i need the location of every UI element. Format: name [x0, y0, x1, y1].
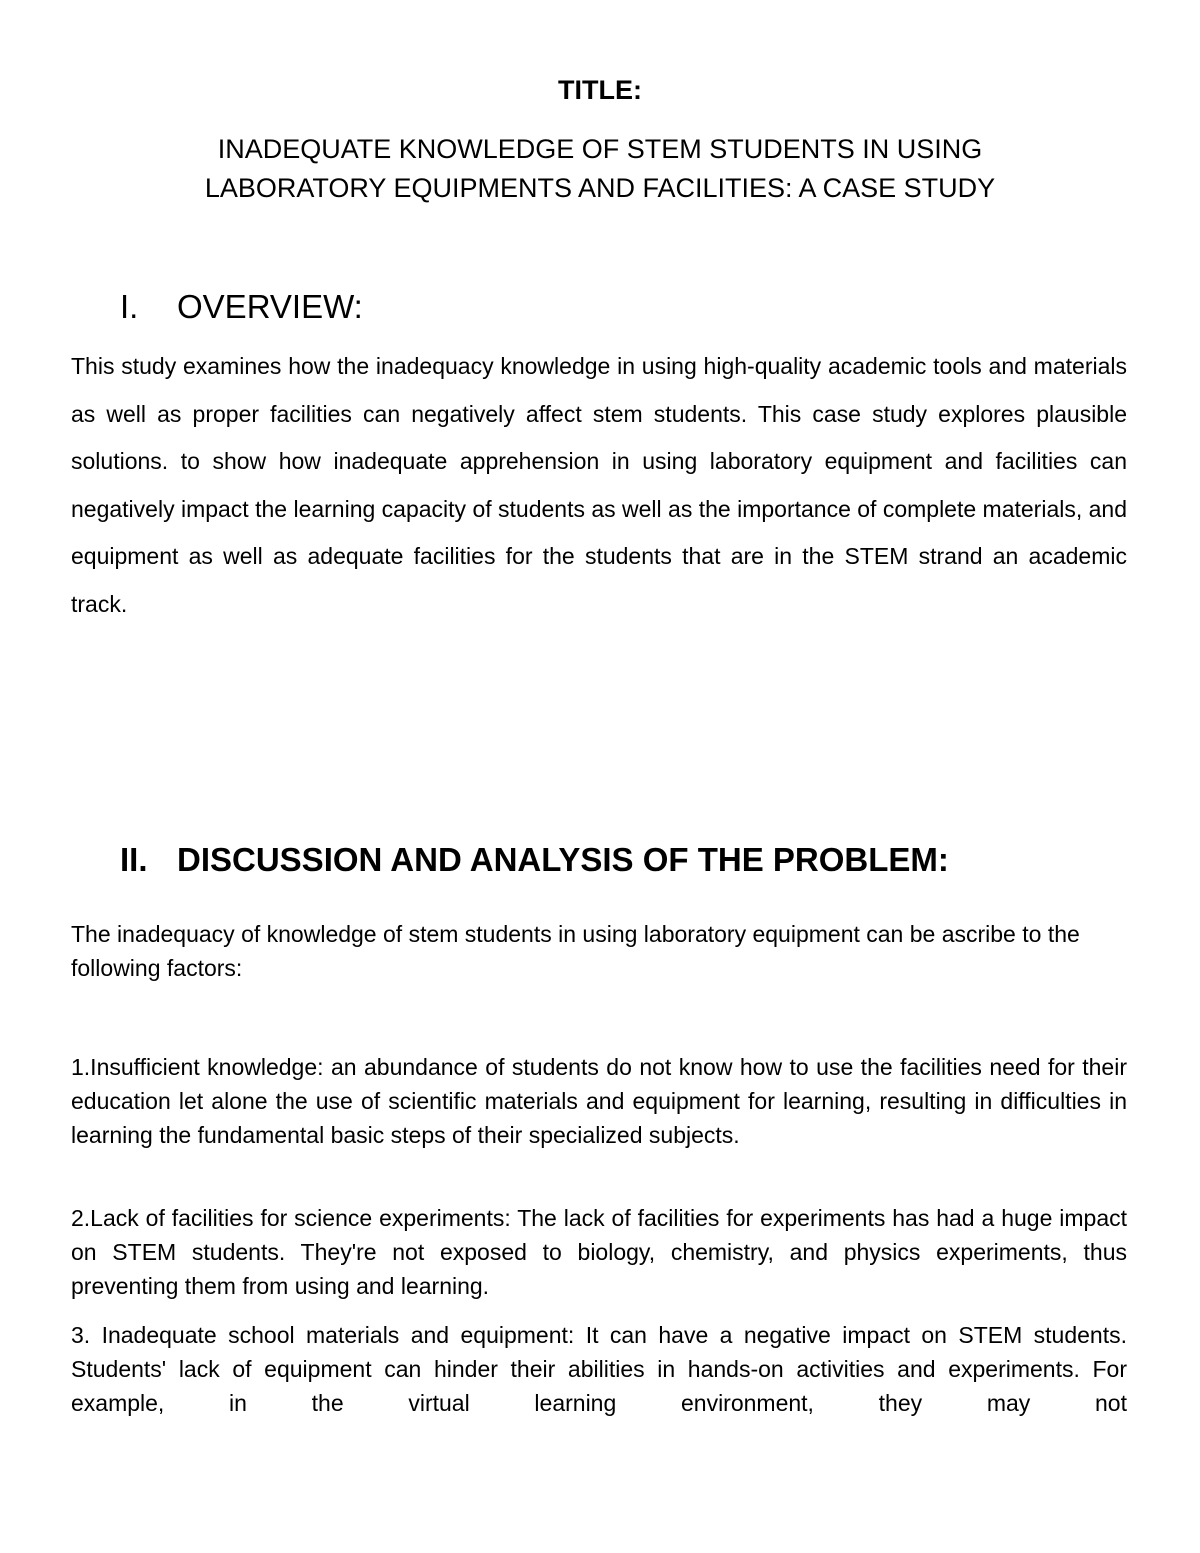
discussion-number: II.	[120, 841, 148, 878]
overview-heading	[120, 287, 363, 327]
discussion-heading-text: DISCUSSION AND ANALYSIS OF THE PROBLEM:	[177, 841, 949, 878]
title-label: TITLE:	[558, 75, 642, 105]
document-title-line-2: LABORATORY EQUIPMENTS AND FACILITIES: A CASE STUDY	[204, 173, 996, 203]
factor-item-3: 3. Inadequate school materials and equipment: It can have a negative impact on STEM students. Students' lack of equipment can hinder their abilities in hands-on activities and experiments. For example, in the virtual learning environment, they may not	[71, 1322, 1127, 1416]
factor-item-1: 1.Insufficient knowledge: an abundance of students do not know how to use the facilities need for their education let alone the use of scientific materials and equipment for learning, resulting in difficulties in learning the fundamental basic steps of their specialized subjects.	[71, 1054, 1127, 1148]
document-title-line-1: INADEQUATE KNOWLEDGE OF STEM STUDENTS IN USING	[217, 134, 983, 164]
overview-number: I.	[120, 288, 139, 325]
document-title	[0, 130, 1200, 208]
overview-heading-text: OVERVIEW:	[177, 288, 363, 325]
factor-item-2: 2.Lack of facilities for science experiments: The lack of facilities for experiments has had a huge impact on STEM students. They're not exposed to biology, chemistry, and physics experiments, thus preventing them from using and learning.	[71, 1205, 1127, 1299]
overview-paragraph: This study examines how the inadequacy knowledge in using high-quality academic tools and materials as well as proper facilities can negatively affect stem students. This case study explores plausible solutions. to show how inadequate apprehension in using laboratory equipment and facilities can negatively impact the learning capacity of students as well as the importance of complete materials, and equipment as well as adequate facilities for the students that are in the STEM strand an academic track.	[71, 353, 1128, 617]
discussion-heading	[120, 840, 949, 880]
discussion-intro-paragraph: The inadequacy of knowledge of stem students in using laboratory equipment can be ascribe to the following factors:	[71, 921, 1080, 981]
